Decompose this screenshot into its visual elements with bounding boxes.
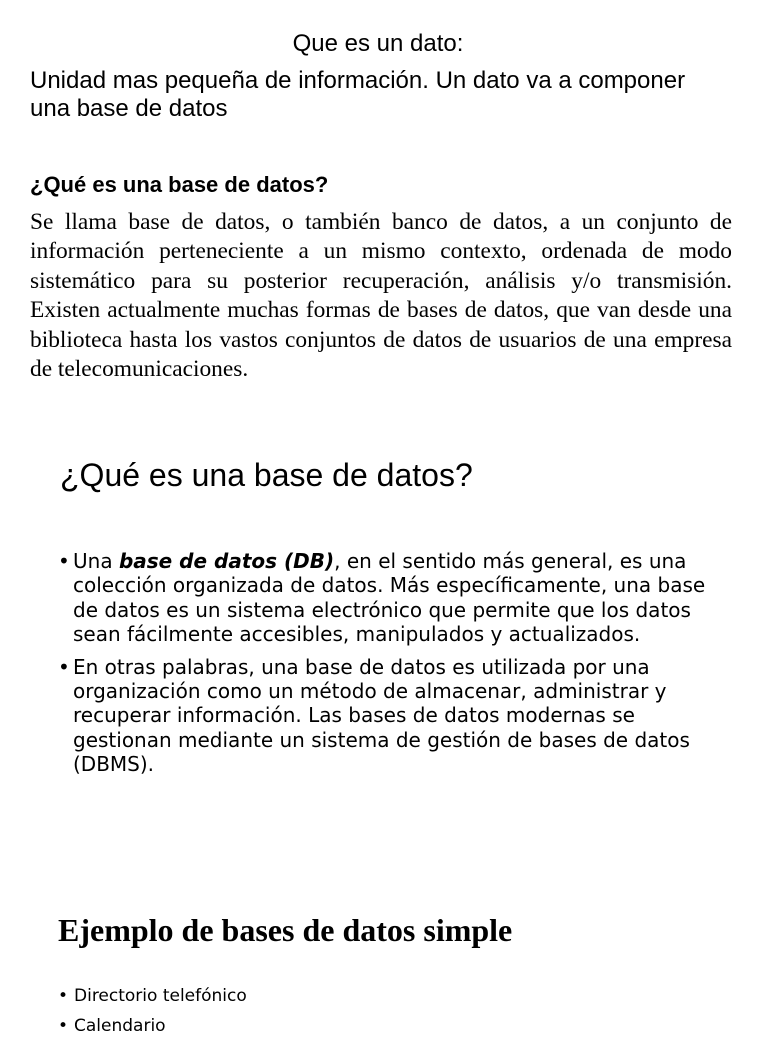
list-item (58, 1014, 722, 1038)
definition-bullet-list (58, 549, 722, 785)
list-item (58, 655, 722, 777)
bullet-emphasis: base de datos (DB) (118, 549, 335, 573)
example-item-text: Calendario (74, 1016, 166, 1036)
bullet-icon: • (58, 654, 70, 679)
page-title: Que es un dato: (292, 30, 464, 57)
bullet-text-suffix: , en el sentido más general, es una colección organizada de datos. Más específicamente, una base de datos es un sistema electrónico que permite que los datos sean fácilmente accesibles, manipulados y actualizados. (73, 549, 706, 647)
database-definition-paragraph: Se llama base de datos, o también banco de datos, a un conjunto de información perteneciente a un mismo contexto, ordenada de modo sistemático para su posterior recuperación, análisis y/o transmisión. Existen actualmente muchas formas de bases de datos, que van desde una biblioteca hasta los vastos conjuntos de datos de usuarios de una empresa de telecomunicaciones. (30, 209, 732, 383)
bullet-text-prefix: Una (73, 549, 119, 573)
data-definition-text: Unidad mas pequeña de información. Un dato va a componer una base de datos (30, 67, 686, 122)
bullet-text: En otras palabras, una base de datos es utilizada por una organización como un método de almacenar, administrar y recuperar información. Las bases de datos modernas se gestionan mediante un sistema de gestión de bases de datos (DBMS). (73, 654, 690, 777)
list-item (58, 984, 722, 1008)
examples-heading: Ejemplo de bases de datos simple (58, 912, 513, 948)
list-item (58, 549, 722, 647)
bullet-icon: • (58, 986, 69, 1006)
bullet-icon: • (58, 1016, 69, 1036)
examples-bullet-list (58, 984, 722, 1044)
section-heading: ¿Qué es una base de datos? (30, 172, 329, 197)
example-item-text: Directorio telefónico (74, 986, 247, 1006)
slide-heading: ¿Qué es una base de datos? (60, 457, 473, 493)
bullet-icon: • (58, 549, 70, 573)
